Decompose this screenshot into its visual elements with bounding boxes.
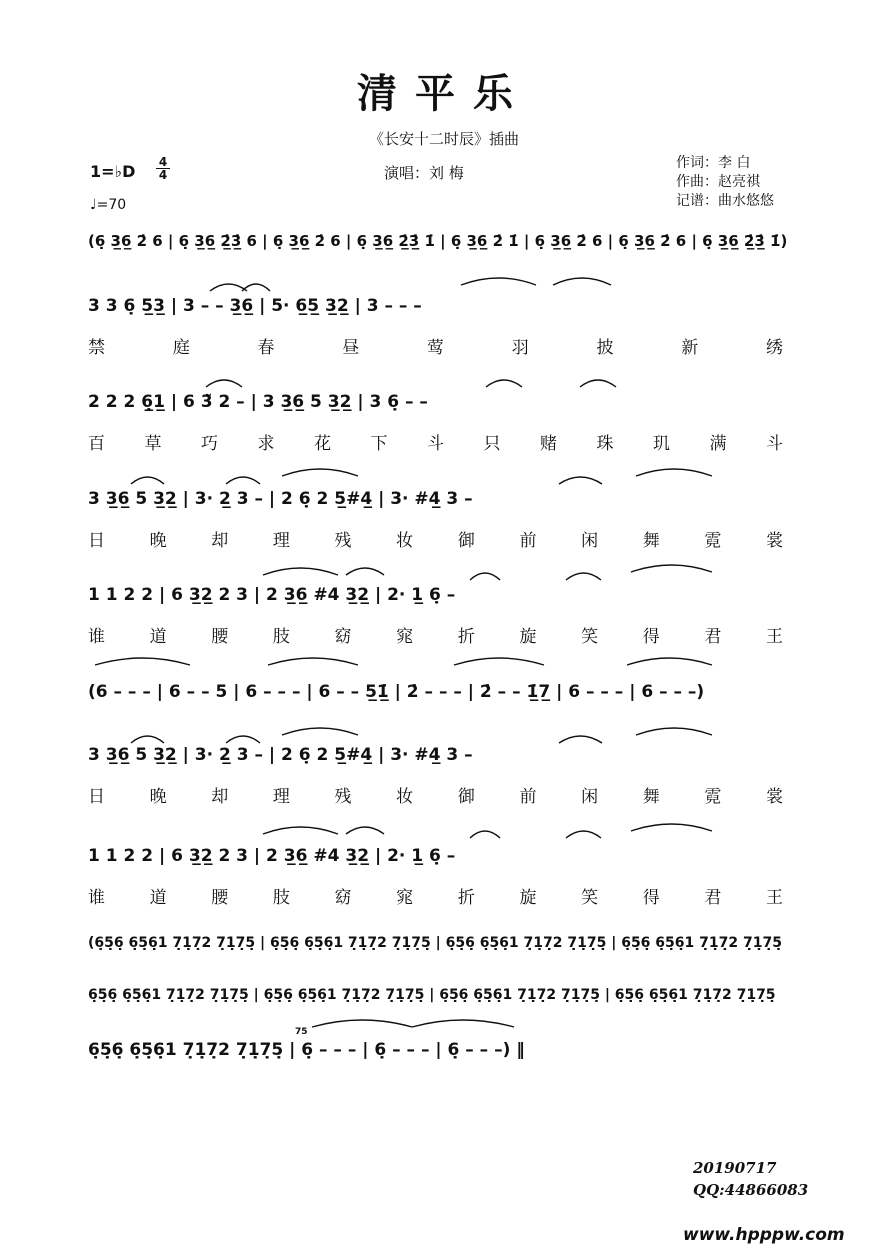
slur-arc <box>631 565 712 572</box>
lyric-syllable: 舞 <box>642 787 660 807</box>
lyric-syllable: 旋 <box>519 888 537 908</box>
lyric-syllable: 王 <box>766 888 783 908</box>
slur-arc <box>636 728 712 735</box>
slur-arc <box>470 573 500 580</box>
lyric-syllable: 窕 <box>396 888 414 908</box>
slur-arc <box>268 658 358 665</box>
lyric-syllable: 晚 <box>149 787 167 807</box>
lyric-syllable: 披 <box>596 338 614 358</box>
lyric-syllable: 日 <box>88 787 105 807</box>
slur-arc <box>461 278 536 285</box>
lyric-syllable: 莺 <box>427 338 444 358</box>
key-signature: 1=♭D <box>90 162 136 181</box>
lyric-syllable: 却 <box>211 787 229 807</box>
lyric-syllable: 霓 <box>704 787 722 807</box>
qq-contact: QQ:44866083 <box>693 1181 809 1199</box>
lyric-syllable: 御 <box>457 531 475 551</box>
system-8-notes: 1 1 2 2 | 6 3̲2̲ 2 3 | 2 3̲6̲ #4 3̲2̲ | 2· 1̲ 6̣ – <box>88 846 456 866</box>
site-watermark: www.hpppw.com <box>683 1225 845 1245</box>
lyric-syllable: 求 <box>257 434 275 454</box>
lyric-syllable: 新 <box>681 338 699 358</box>
date-stamp: 20190717 <box>693 1159 777 1177</box>
lyric-syllable: 日 <box>88 531 105 551</box>
lyric-syllable: 禁 <box>88 338 105 358</box>
lyric-syllable: 前 <box>519 787 537 807</box>
system-7-notes: 3 3̲6̲ 5 3̲2̲ | 3· 2̲ 3 – | 2 6̣ 2 5̲#4̲ | 3· #4̲ 3 – <box>88 745 473 765</box>
lyric-syllable: 妆 <box>396 531 414 551</box>
lyric-syllable: 妆 <box>396 787 414 807</box>
time-signature-denominator: 4 <box>158 168 168 182</box>
lyric-syllable: 肢 <box>272 888 290 908</box>
system-2-notes: 3 3 6̣ 5̲3̲ | 3 – – 3̲6̲ | 5· 6̲5̲ 3̲2̲ | 3 – – – <box>88 296 422 316</box>
slur-arc <box>566 831 601 838</box>
system-1-notes: (6̣ 3̲6̲ 2̇ 6 | 6̣ 3̲6̲ 2̲̇3̲̇ 6 | 6̣ 3̲6̲ 2̇ 6 | 6̣ 3̲6̲ 2̲̇3̲̇ 1̇ | 6̣ 3̲6̲ 2̇ 1̇ | 6̣ 3̲6̲ 2̇ 6 | 6̣ 3̲6̲ 2̇ 6 | 6̣ 3̲6̲ 2̲̇3̲̇ 1̇) <box>88 232 788 250</box>
lyric-syllable: 御 <box>457 787 475 807</box>
slur-arc <box>553 278 611 285</box>
lyric-syllable: 庭 <box>172 338 190 358</box>
lyric-syllable: 闲 <box>581 531 599 551</box>
lyric-syllable: 却 <box>211 531 229 551</box>
lyric-syllable: 绣 <box>766 338 783 358</box>
slur-arc <box>559 736 602 743</box>
lyricist-credit: 作词：李 白 <box>676 155 751 171</box>
transcriber-credit: 记谱：曲水悠悠 <box>676 193 774 209</box>
system-4-notes: 3 3̲6̲ 5 3̲2̲ | 3· 2̲ 3 – | 2 6̣ 2 5̲#4̲ | 3· #4̲ 3 – <box>88 489 473 509</box>
score-subtitle: 《长安十二时辰》插曲 <box>368 130 519 148</box>
lyric-syllable: 羽 <box>511 338 529 358</box>
slur-arc <box>95 658 190 665</box>
composer-credit: 作曲：赵亮祺 <box>676 174 760 190</box>
lyric-syllable: 折 <box>457 888 475 908</box>
lyric-syllable: 霓 <box>704 531 722 551</box>
lyric-syllable: 肢 <box>272 627 290 647</box>
lyric-syllable: 晚 <box>149 531 167 551</box>
lyric-syllable: 残 <box>334 787 352 807</box>
lyric-syllable: 满 <box>709 434 727 454</box>
lyric-syllable: 谁 <box>88 627 105 647</box>
lyric-syllable: 百 <box>88 434 105 454</box>
lyric-syllable: 王 <box>766 627 783 647</box>
singer-credit: 演唱：刘 梅 <box>384 164 464 182</box>
system-11-notes: 6̣5̣6̣ 6̣5̣6̣1 7̣1̣7̣2 7̣1̣7̣5̣ | 6̣ – – – | 6̣ – – – | 6̣ – – –) ‖ <box>88 1040 525 1060</box>
slur-arc <box>470 831 500 838</box>
lyric-syllable: 腰 <box>211 627 229 647</box>
lyric-syllable: 舞 <box>642 531 660 551</box>
slur-arc <box>263 827 338 834</box>
lyric-syllable: 道 <box>149 627 167 647</box>
slur-arc <box>312 1020 412 1027</box>
slur-arc <box>210 284 247 291</box>
lyric-syllable: 窕 <box>396 627 414 647</box>
lyric-syllable: 笑 <box>581 627 599 647</box>
slur-arc <box>282 469 358 476</box>
lyric-syllable: 草 <box>144 434 162 454</box>
lyric-syllable: 折 <box>457 627 475 647</box>
lyric-syllable: 窈 <box>334 888 352 908</box>
slur-arc <box>566 573 601 580</box>
lyric-syllable: 得 <box>642 627 660 647</box>
lyric-syllable: 花 <box>314 434 331 454</box>
slur-arc <box>282 728 358 735</box>
lyric-syllable: 得 <box>642 888 660 908</box>
slur-arc <box>631 824 712 831</box>
slur-arc <box>627 658 712 665</box>
lyric-syllable: 裳 <box>766 787 783 807</box>
time-signature-numerator: 4 <box>156 156 170 169</box>
lyric-syllable: 道 <box>149 888 167 908</box>
slur-arc <box>346 827 384 834</box>
lyric-syllable: 只 <box>483 434 501 454</box>
system-6-notes: (6 – – – | 6 – – 5 | 6 – – – | 6 – – 5̲1̲̇ | 2̇ – – – | 2̇ – – 1̲̇7̲ | 6 – – – | 6 – – –) <box>88 682 705 702</box>
slur-arc <box>131 477 164 484</box>
system-3-notes: 2 2 2 6̲̣1̲ | 6 3̃ 2 – | 3 3̲6̲ 5 3̲2̲ | 3 6̣ – – <box>88 392 428 412</box>
slur-arc <box>580 380 616 387</box>
slur-arc <box>559 477 602 484</box>
lyric-syllable: 春 <box>257 338 275 358</box>
lyric-syllable: 谁 <box>88 888 105 908</box>
lyric-syllable: 前 <box>519 531 537 551</box>
lyric-syllable: 窈 <box>334 627 352 647</box>
lyric-syllable: 残 <box>334 531 352 551</box>
score-title: 清平乐 <box>357 70 531 117</box>
lyric-syllable: 昼 <box>342 338 360 358</box>
lyric-syllable: 赌 <box>540 434 557 454</box>
slur-arc <box>131 736 164 743</box>
lyric-syllable: 君 <box>704 888 722 908</box>
lyric-syllable: 斗 <box>766 434 783 454</box>
slur-arc <box>454 658 544 665</box>
slur-arc <box>412 1020 514 1027</box>
tempo-marking: ♩=70 <box>90 197 127 213</box>
slur-arc <box>636 469 712 476</box>
system-10-notes: 6̣5̣6̣ 6̣5̣6̣1 7̣1̣7̣2 7̣1̣7̣5̣ | 6̣5̣6̣ 6̣5̣6̣1 7̣1̣7̣2 7̣1̣7̣5̣ | 6̣5̣6̣ 6̣5̣6̣1 7̣1̣7̣2 7̣1̣7̣5̣ | 6̣5̣6̣ 6̣5̣6̣1 7̣1̣7̣2 7̣1̣7̣5̣ <box>88 987 776 1003</box>
slur-arc <box>206 380 242 387</box>
lyric-syllable: 理 <box>272 531 290 551</box>
system-5-notes: 1 1 2 2 | 6 3̲2̲ 2 3 | 2 3̲6̲ #4 3̲2̲ | 2· 1̲ 6̣ – <box>88 585 456 605</box>
slur-arc <box>226 477 260 484</box>
lyric-syllable: 理 <box>272 787 290 807</box>
system-9-notes: (6̣5̣6̣ 6̣5̣6̣1 7̣1̣7̣2 7̣1̣7̣5̣ | 6̣5̣6̣ 6̣5̣6̣1 7̣1̣7̣2 7̣1̣7̣5̣ | 6̣5̣6̣ 6̣5̣6̣1 7̣1̣7̣2 7̣1̣7̣5̣ | 6̣5̣6̣ 6̣5̣6̣1 7̣1̣7̣2 7̣1̣7̣5̣ <box>88 935 782 951</box>
slur-arc <box>226 736 260 743</box>
slur-arc <box>346 568 384 575</box>
lyric-syllable: 腰 <box>211 888 229 908</box>
lyric-syllable: 笑 <box>581 888 599 908</box>
lyric-syllable: 玑 <box>653 434 670 454</box>
lyric-syllable: 旋 <box>519 627 537 647</box>
lyric-syllable: 君 <box>704 627 722 647</box>
lyric-syllable: 裳 <box>766 531 783 551</box>
lyric-syllable: 下 <box>370 434 388 454</box>
slur-arc <box>486 380 522 387</box>
lyric-syllable: 巧 <box>201 434 218 454</box>
slur-arc <box>263 568 338 575</box>
lyric-syllable: 珠 <box>596 434 614 454</box>
fermata-mark: 75 <box>295 1027 308 1037</box>
lyric-syllable: 斗 <box>427 434 444 454</box>
lyric-syllable: 闲 <box>581 787 599 807</box>
